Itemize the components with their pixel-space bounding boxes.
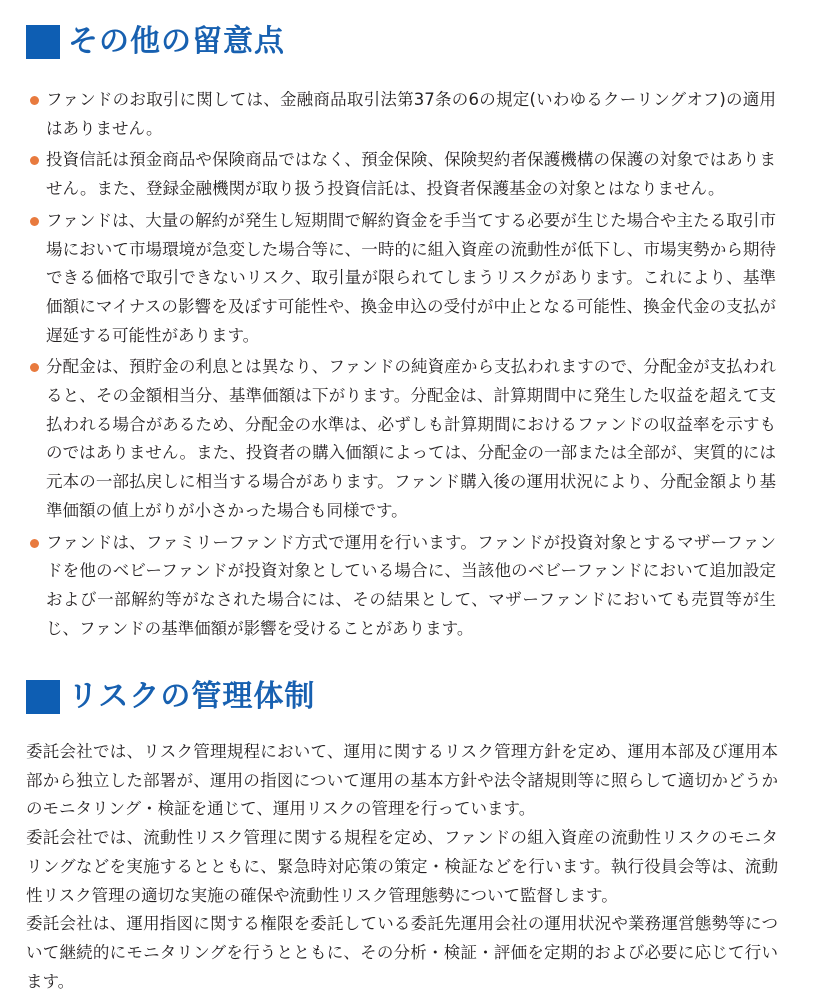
list-item (30, 146, 776, 203)
section-title-risk-management: リスクの管理体制 (68, 679, 316, 714)
bullet-dot-icon (30, 156, 39, 165)
bullet-dot-icon (30, 363, 39, 372)
list-item-text: 分配金は、預貯金の利息とは異なり、ファンドの純資産から支払われますので、分配金が支払われると、その金額相当分、基準価額は下がります。分配金は、計算期間中に発生した収益を超えて支払われる場合があるため、分配金の水準は、必ずしも計算期間におけるファンドの収益率を示すものではありません。また、投資者の購入価額によっては、分配金の一部または全部が、実質的には元本の一部払戻しに相当する場合があります。ファンド購入後の運用状況により、分配金額より基準価額の値上がりが小さかった場合も同様です。 (46, 357, 776, 520)
section-title-other-notes: その他の留意点 (68, 24, 285, 59)
list-item (30, 86, 776, 143)
list-item-text: 投資信託は預金商品や保険商品ではなく、預金保険、保険契約者保護機構の保護の対象ではありません。また、登録金融機関が取り扱う投資信託は、投資者保護基金の対象とはなりません。 (46, 150, 776, 199)
list-item-text: ファンドのお取引に関しては、金融商品取引法第37条の6の規定(いわゆるクーリングオフ)の適用はありません。 (46, 90, 776, 138)
section-heading-other-notes (26, 22, 285, 62)
paragraph: 委託会社は、運用指図に関する権限を委託している委託先運用会社の運用状況や業務運営態勢等について継続的にモニタリングを行うとともに、その分析・検証・評価を定期的および必要に応じて行います。 (26, 914, 778, 991)
list-item (30, 529, 776, 644)
list-item-text: ファンドは、ファミリーファンド方式で運用を行います。ファンドが投資対象とするマザーファンドを他のベビーファンドが投資対象としている場合に、当該他のベビーファンドにおいて追加設定および一部解約等がなされた場合には、その結果として、マザーファンドにおいても売買等が生じ、ファンドの基準価額が影響を受けることがあります。 (46, 532, 776, 638)
heading-square-icon (26, 680, 60, 714)
list-item (30, 207, 776, 351)
list-item-text: ファンドは、大量の解約が発生し短期間で解約資金を手当てする必要が生じた場合や主たる取引市場において市場環境が急変した場合等に、一時的に組入資産の流動性が低下し、市場実勢から期待できる価格で取引できないリスク、取引量が限られてしまうリスクがあります。これにより、基準価額にマイナスの影響を及ぼす可能性や、換金申込の受付が中止となる可能性、換金代金の支払が遅延する可能性があります。 (46, 210, 776, 345)
bullet-dot-icon (30, 539, 39, 548)
risk-management-body (26, 738, 778, 996)
bullet-dot-icon (30, 217, 39, 226)
list-item (30, 353, 776, 525)
paragraph: 委託会社では、リスク管理規程において、運用に関するリスク管理方針を定め、運用本部及び運用本部から独立した部署が、運用の指図について運用の基本方針や法令諸規則等に照らして適切かどうかのモニタリング・検証を通じて、運用リスクの管理を行っています。 (26, 742, 778, 819)
section-heading-risk-management (26, 677, 315, 717)
notes-bullet-list (30, 86, 776, 646)
heading-square-icon (26, 25, 60, 59)
bullet-dot-icon (30, 96, 39, 105)
paragraph: 委託会社では、流動性リスク管理に関する規程を定め、ファンドの組入資産の流動性リスクのモニタリングなどを実施するとともに、緊急時対応策の策定・検証などを行います。執行役員会等は、流動性リスク管理の適切な実施の確保や流動性リスク管理態勢について監督します。 (26, 828, 778, 905)
